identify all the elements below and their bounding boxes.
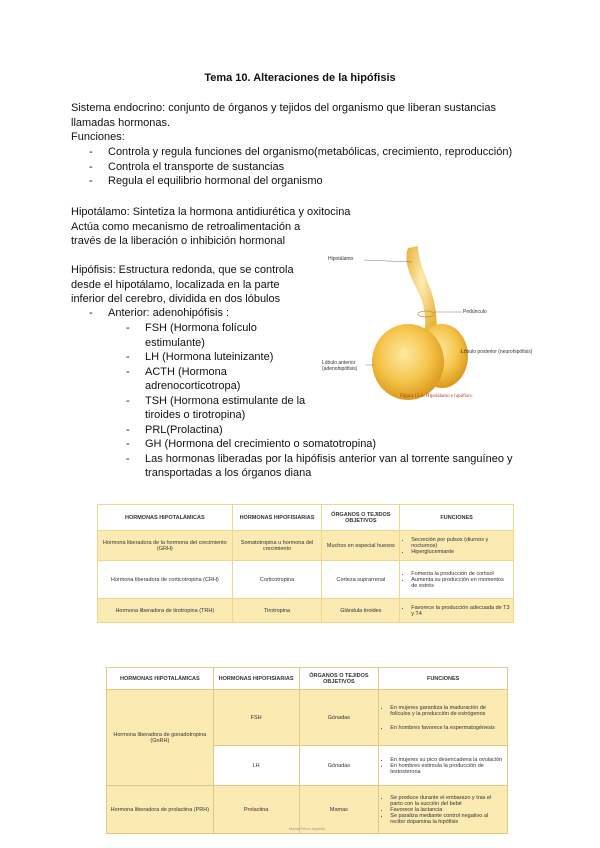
hormones-list: - FSH (Hormona folículo estimulante) - LH (Hormona luteinizante) - ACTH (Hormona adrenocorticotropa) - TSH (Hormona estimulante de la tiroides o tirotropina) - PRL(Prolactina) - GH (Hormona del crecimiento o somatotropina) - Las hormonas liberadas por la hipófisis anterior van al torrente sanguíneo y transportadas a los órganos diana bbox=[126, 322, 513, 479]
hipotalamo-line-3: través de la liberación o inhibición hormonal bbox=[71, 235, 286, 247]
page-title: Tema 10. Alteraciones de la hipófisis bbox=[204, 72, 396, 84]
table-cell: Gónadas bbox=[299, 746, 379, 786]
intro-block bbox=[71, 101, 496, 145]
footer-author: María Pérez Agustín bbox=[289, 826, 326, 831]
table-cell: Corticotropina bbox=[232, 561, 322, 599]
table-cell bbox=[400, 531, 514, 561]
table-cell: Corteza suprarrenal bbox=[322, 561, 400, 599]
hormone-fsh: FSH (Hormona folículo bbox=[145, 322, 257, 334]
hormones-table-2 bbox=[106, 667, 508, 834]
hipotalamo-line-2: Actúa como mecanismo de retroalimentación a bbox=[71, 220, 301, 233]
list-item: • En mujeres su pico desencadena la ovulación bbox=[390, 757, 504, 763]
list-item: - Regula el equilibrio hormonal del organismo bbox=[89, 174, 512, 189]
hormone-fsh-cont: estimulante) bbox=[145, 336, 205, 349]
list-item: • Hiperglucemiante bbox=[411, 549, 510, 555]
table-row bbox=[98, 561, 514, 599]
table-header: FUNCIONES bbox=[400, 505, 514, 531]
list-item: • Favorece la producción adecuada de T3 y T4 bbox=[411, 605, 510, 617]
table-cell: Hormona liberadora de prolactina (PRH) bbox=[107, 786, 214, 834]
intro-line-2: llamadas hormonas. bbox=[71, 116, 171, 129]
table-header: HORMONAS HIPOTALÁMICAS bbox=[98, 505, 233, 531]
hipofisis-line-1: Hipófisis: Estructura redonda, que se controla bbox=[71, 264, 294, 276]
table-cell: Hormona liberadora de gonadotropina (GnRH) bbox=[107, 690, 214, 786]
list-item: • Favorece la lactancia bbox=[390, 807, 504, 813]
hipofisis-line-3: inferior del cerebro, dividida en dos lóbulos bbox=[71, 293, 281, 305]
list-item: • Fomenta la producción de cortisol bbox=[411, 571, 510, 577]
table-header: ÓRGANOS O TEJIDOS OBJETIVOS bbox=[322, 505, 400, 531]
list-item: - Controla y regula funciones del organismo(metabólicas, crecimiento, reproducción) bbox=[89, 145, 512, 160]
table-cell: Glándula tiroides bbox=[322, 599, 400, 623]
hipofisis-block bbox=[71, 263, 294, 307]
functions-list bbox=[89, 145, 512, 189]
list-item: • Se paraliza mediante control negativo al recibir dopamina la hipófisis bbox=[390, 813, 504, 825]
table-cell: FSH bbox=[213, 690, 299, 746]
hormone-lh: LH (Hormona luteinizante) bbox=[145, 351, 274, 363]
table-header: HORMONAS HIPOFISIARIAS bbox=[213, 668, 299, 690]
table-cell bbox=[379, 786, 508, 834]
label-lobulo-anterior bbox=[322, 360, 357, 372]
functions-heading: Funciones: bbox=[71, 131, 125, 143]
table-cell bbox=[379, 690, 508, 746]
list-item: • Aumenta su producción en momentos de estrés bbox=[411, 577, 510, 589]
label-pedunculo: Pedúnculo bbox=[463, 309, 487, 315]
label-lobulo-posterior: Lóbulo posterior (neurohipófisis) bbox=[461, 349, 533, 355]
list-item: • Secreción por pulsos (diurnos y nocturnos) bbox=[411, 537, 510, 549]
hormones-note: Las hormonas liberadas por la hipófisis anterior van al torrente sanguíneo y bbox=[145, 452, 513, 465]
table-row bbox=[98, 599, 514, 623]
list-item: - Controla el transporte de sustancias bbox=[89, 160, 512, 175]
intro-line-1: Sistema endocrino: conjunto de órganos y tejidos del organismo que liberan sustancias bbox=[71, 102, 496, 114]
table-cell: Prolactina bbox=[213, 786, 299, 834]
table-cell: Muchos en especial huesos bbox=[322, 531, 400, 561]
hormone-tsh-cont: tiroides o tirotropina) bbox=[145, 409, 246, 421]
table-cell: Somatotropina u hormona del crecimiento bbox=[232, 531, 322, 561]
table-cell: Mamas bbox=[299, 786, 379, 834]
table-cell: Hormona liberadora de corticotropina (CRH) bbox=[98, 561, 233, 599]
table-header: HORMONAS HIPOFISIARIAS bbox=[232, 505, 322, 531]
hipotalamo-hipofisis-figure bbox=[322, 244, 534, 406]
figure-caption: Figura 15-6. Hipotálamo e hipófisis. bbox=[400, 394, 473, 399]
pituitary-illustration bbox=[322, 244, 534, 406]
list-item: • En mujeres garantiza la maduración de folículos y la producción de estrógenos bbox=[390, 705, 504, 717]
hipotalamo-line-1: Hipotálamo: Sintetiza la hormona antidiurética y oxitocina bbox=[71, 206, 351, 218]
table-cell: Gónadas bbox=[299, 690, 379, 746]
anterior-heading: - Anterior: adenohipófisis : bbox=[89, 306, 229, 321]
table-cell: LH bbox=[213, 746, 299, 786]
table-cell: Hormona liberadora de la hormona del crecimiento (GRH) bbox=[98, 531, 233, 561]
hormone-tsh: TSH (Hormona estimulante de la bbox=[145, 394, 306, 407]
table-row bbox=[98, 531, 514, 561]
table-row bbox=[107, 690, 508, 746]
label-hipotalamo: Hipotálamo bbox=[328, 256, 354, 262]
anterior-list bbox=[89, 306, 229, 321]
table-header: FUNCIONES bbox=[379, 668, 508, 690]
hipotalamo-block bbox=[71, 205, 350, 249]
hipofisis-line-2: desde el hipotálamo, localizada en la parte bbox=[71, 278, 280, 291]
list-item: • En hombres favorece la espermatogénesis bbox=[390, 725, 504, 731]
table-header: ÓRGANOS O TEJIDOS OBJETIVOS bbox=[299, 668, 379, 690]
table-cell bbox=[400, 599, 514, 623]
table-cell bbox=[400, 561, 514, 599]
label-lobulo-anterior-2: (adenohipófisis) bbox=[322, 366, 358, 372]
table-cell: Tirotropina bbox=[232, 599, 322, 623]
hormone-prl: PRL(Prolactina) bbox=[145, 423, 223, 436]
hormones-note-cont: transportadas a los órganos diana bbox=[145, 467, 312, 479]
label-lobulo-anterior-1: Lóbulo anterior bbox=[322, 360, 356, 366]
table-cell bbox=[379, 746, 508, 786]
table-header: HORMONAS HIPOTALÁMICAS bbox=[107, 668, 214, 690]
list-item: • Se produce durante el embarazo y tras el parto con la succión del bebé bbox=[390, 795, 504, 807]
table-cell: Hormona liberadora de tirotropina (TRH) bbox=[98, 599, 233, 623]
hormone-acth-cont: adrenocorticotropa) bbox=[145, 380, 241, 392]
hormone-acth: ACTH (Hormona bbox=[145, 365, 227, 378]
list-item: • En hombres estimula la producción de testosterona bbox=[390, 763, 504, 775]
hormone-gh: GH (Hormona del crecimiento o somatotropina) bbox=[145, 438, 377, 450]
hormones-table-1 bbox=[97, 504, 514, 623]
